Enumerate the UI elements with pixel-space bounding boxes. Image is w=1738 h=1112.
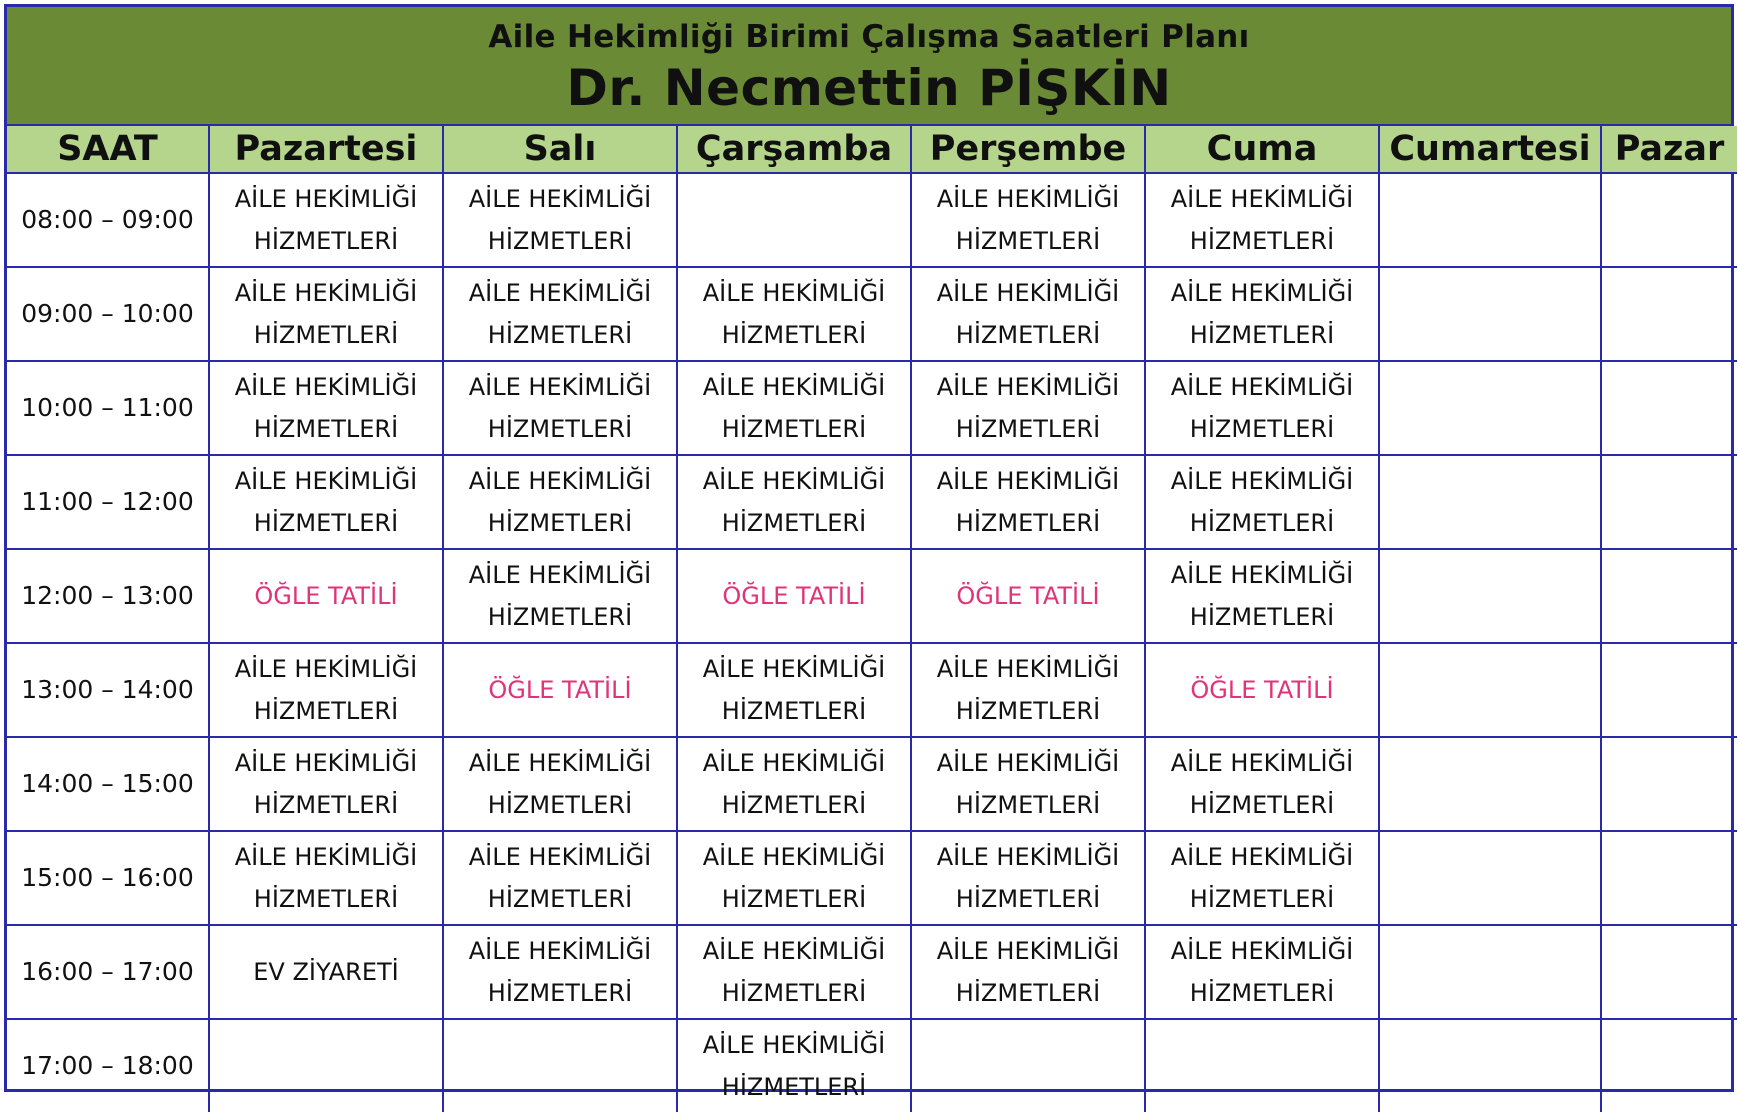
table-row	[7, 549, 1737, 643]
cell-text: AİLE HEKİMLİĞİ HİZMETLERİ	[234, 185, 418, 255]
cell-cumartesi	[1379, 549, 1601, 643]
cell-cuma	[1145, 549, 1379, 643]
cell-sali	[443, 549, 677, 643]
cell-text: AİLE HEKİMLİĞİ HİZMETLERİ	[702, 467, 886, 537]
cell-pazartesi	[209, 549, 443, 643]
cell-sali	[443, 831, 677, 925]
cell-sali	[443, 1019, 677, 1112]
cell-pazartesi	[209, 737, 443, 831]
cell-persembe	[911, 361, 1145, 455]
cell-carsamba	[677, 549, 911, 643]
time-slot: 09:00 – 10:00	[7, 267, 209, 361]
cell-carsamba	[677, 1019, 911, 1112]
cell-text: AİLE HEKİMLİĞİ HİZMETLERİ	[234, 843, 418, 913]
cell-text: AİLE HEKİMLİĞİ HİZMETLERİ	[468, 937, 652, 1007]
cell-text: AİLE HEKİMLİĞİ HİZMETLERİ	[468, 373, 652, 443]
cell-pazar	[1601, 173, 1737, 267]
cell-cumartesi	[1379, 455, 1601, 549]
cell-cuma	[1145, 455, 1379, 549]
cell-cumartesi	[1379, 925, 1601, 1019]
cell-sali	[443, 361, 677, 455]
cell-pazar	[1601, 455, 1737, 549]
cell-text: AİLE HEKİMLİĞİ HİZMETLERİ	[936, 467, 1120, 537]
cell-text: AİLE HEKİMLİĞİ HİZMETLERİ	[1170, 749, 1354, 819]
header-pazartesi: Pazartesi	[209, 126, 443, 173]
header-pazar: Pazar	[1601, 126, 1737, 173]
cell-pazar	[1601, 267, 1737, 361]
cell-pazartesi	[209, 267, 443, 361]
cell-text: ÖĞLE TATİLİ	[254, 582, 398, 610]
header-row	[7, 126, 1737, 173]
cell-text: AİLE HEKİMLİĞİ HİZMETLERİ	[468, 843, 652, 913]
cell-text: ÖĞLE TATİLİ	[1190, 676, 1334, 704]
cell-text: AİLE HEKİMLİĞİ HİZMETLERİ	[468, 561, 652, 631]
cell-text: AİLE HEKİMLİĞİ HİZMETLERİ	[936, 843, 1120, 913]
time-slot: 17:00 – 18:00	[7, 1019, 209, 1112]
cell-text: ÖĞLE TATİLİ	[956, 582, 1100, 610]
cell-text: AİLE HEKİMLİĞİ HİZMETLERİ	[1170, 843, 1354, 913]
cell-carsamba	[677, 737, 911, 831]
cell-text: AİLE HEKİMLİĞİ HİZMETLERİ	[1170, 561, 1354, 631]
cell-text: AİLE HEKİMLİĞİ HİZMETLERİ	[234, 279, 418, 349]
cell-cuma	[1145, 831, 1379, 925]
cell-cuma	[1145, 361, 1379, 455]
schedule-sheet	[4, 4, 1734, 1101]
cell-cuma	[1145, 737, 1379, 831]
cell-cumartesi	[1379, 737, 1601, 831]
header-cuma: Cuma	[1145, 126, 1379, 173]
cell-pazartesi	[209, 925, 443, 1019]
cell-text: ÖĞLE TATİLİ	[722, 582, 866, 610]
cell-cumartesi	[1379, 173, 1601, 267]
schedule-body	[7, 173, 1737, 1112]
cell-pazartesi	[209, 643, 443, 737]
table-row	[7, 925, 1737, 1019]
table-row	[7, 1019, 1737, 1112]
cell-pazar	[1601, 831, 1737, 925]
cell-text: AİLE HEKİMLİĞİ HİZMETLERİ	[936, 373, 1120, 443]
cell-text: AİLE HEKİMLİĞİ HİZMETLERİ	[936, 185, 1120, 255]
cell-carsamba	[677, 267, 911, 361]
doctor-name: Dr. Necmettin PİŞKİN	[566, 59, 1172, 117]
cell-text: AİLE HEKİMLİĞİ HİZMETLERİ	[936, 655, 1120, 725]
cell-text: AİLE HEKİMLİĞİ HİZMETLERİ	[468, 467, 652, 537]
cell-pazartesi	[209, 361, 443, 455]
cell-sali	[443, 173, 677, 267]
cell-pazartesi	[209, 831, 443, 925]
cell-carsamba	[677, 925, 911, 1019]
time-slot: 16:00 – 17:00	[7, 925, 209, 1019]
time-slot: 11:00 – 12:00	[7, 455, 209, 549]
cell-carsamba	[677, 643, 911, 737]
cell-persembe	[911, 549, 1145, 643]
table-row	[7, 643, 1737, 737]
cell-pazar	[1601, 925, 1737, 1019]
cell-text: AİLE HEKİMLİĞİ HİZMETLERİ	[234, 373, 418, 443]
table-row	[7, 737, 1737, 831]
header-saat: SAAT	[7, 126, 209, 173]
cell-text: AİLE HEKİMLİĞİ HİZMETLERİ	[936, 749, 1120, 819]
time-slot: 14:00 – 15:00	[7, 737, 209, 831]
cell-text: AİLE HEKİMLİĞİ HİZMETLERİ	[702, 843, 886, 913]
cell-text: AİLE HEKİMLİĞİ HİZMETLERİ	[468, 185, 652, 255]
cell-text: AİLE HEKİMLİĞİ HİZMETLERİ	[1170, 279, 1354, 349]
cell-pazar	[1601, 737, 1737, 831]
cell-text: AİLE HEKİMLİĞİ HİZMETLERİ	[702, 279, 886, 349]
cell-carsamba	[677, 361, 911, 455]
cell-text: AİLE HEKİMLİĞİ HİZMETLERİ	[702, 373, 886, 443]
cell-sali	[443, 267, 677, 361]
table-row	[7, 831, 1737, 925]
cell-text: AİLE HEKİMLİĞİ HİZMETLERİ	[468, 749, 652, 819]
cell-cumartesi	[1379, 1019, 1601, 1112]
table-row	[7, 173, 1737, 267]
cell-pazar	[1601, 643, 1737, 737]
cell-sali	[443, 737, 677, 831]
cell-persembe	[911, 831, 1145, 925]
cell-cumartesi	[1379, 267, 1601, 361]
cell-cuma	[1145, 1019, 1379, 1112]
cell-pazar	[1601, 549, 1737, 643]
cell-cuma	[1145, 643, 1379, 737]
cell-text: AİLE HEKİMLİĞİ HİZMETLERİ	[468, 279, 652, 349]
cell-text: AİLE HEKİMLİĞİ HİZMETLERİ	[234, 749, 418, 819]
cell-text: AİLE HEKİMLİĞİ HİZMETLERİ	[1170, 373, 1354, 443]
cell-sali	[443, 455, 677, 549]
time-slot: 10:00 – 11:00	[7, 361, 209, 455]
cell-cuma	[1145, 267, 1379, 361]
cell-text: AİLE HEKİMLİĞİ HİZMETLERİ	[702, 749, 886, 819]
header-cumartesi: Cumartesi	[1379, 126, 1601, 173]
cell-text: AİLE HEKİMLİĞİ HİZMETLERİ	[702, 937, 886, 1007]
cell-pazartesi	[209, 173, 443, 267]
header-sali: Salı	[443, 126, 677, 173]
schedule-table	[7, 126, 1737, 1112]
cell-persembe	[911, 1019, 1145, 1112]
cell-carsamba	[677, 173, 911, 267]
title-block	[7, 7, 1731, 126]
cell-text: ÖĞLE TATİLİ	[488, 676, 632, 704]
cell-text: AİLE HEKİMLİĞİ HİZMETLERİ	[936, 279, 1120, 349]
cell-persembe	[911, 737, 1145, 831]
cell-cumartesi	[1379, 361, 1601, 455]
cell-cuma	[1145, 925, 1379, 1019]
cell-text: EV ZİYARETİ	[253, 958, 399, 986]
time-slot: 12:00 – 13:00	[7, 549, 209, 643]
time-slot: 15:00 – 16:00	[7, 831, 209, 925]
cell-carsamba	[677, 455, 911, 549]
cell-text: AİLE HEKİMLİĞİ HİZMETLERİ	[702, 655, 886, 725]
cell-text: AİLE HEKİMLİĞİ HİZMETLERİ	[234, 467, 418, 537]
cell-sali	[443, 925, 677, 1019]
cell-text: AİLE HEKİMLİĞİ HİZMETLERİ	[1170, 937, 1354, 1007]
cell-pazar	[1601, 361, 1737, 455]
document-title: Aile Hekimliği Birimi Çalışma Saatleri Planı	[488, 19, 1250, 55]
table-row	[7, 267, 1737, 361]
cell-text: AİLE HEKİMLİĞİ HİZMETLERİ	[234, 655, 418, 725]
header-persembe: Perşembe	[911, 126, 1145, 173]
cell-persembe	[911, 267, 1145, 361]
cell-cuma	[1145, 173, 1379, 267]
cell-text: AİLE HEKİMLİĞİ HİZMETLERİ	[1170, 467, 1354, 537]
cell-text: AİLE HEKİMLİĞİ HİZMETLERİ	[1170, 185, 1354, 255]
cell-carsamba	[677, 831, 911, 925]
cell-persembe	[911, 925, 1145, 1019]
cell-pazartesi	[209, 455, 443, 549]
cell-pazar	[1601, 1019, 1737, 1112]
time-slot: 13:00 – 14:00	[7, 643, 209, 737]
cell-pazartesi	[209, 1019, 443, 1112]
time-slot: 08:00 – 09:00	[7, 173, 209, 267]
cell-text: AİLE HEKİMLİĞİ HİZMETLERİ	[936, 937, 1120, 1007]
cell-persembe	[911, 455, 1145, 549]
cell-cumartesi	[1379, 643, 1601, 737]
cell-persembe	[911, 643, 1145, 737]
cell-persembe	[911, 173, 1145, 267]
table-row	[7, 455, 1737, 549]
cell-sali	[443, 643, 677, 737]
header-carsamba: Çarşamba	[677, 126, 911, 173]
table-row	[7, 361, 1737, 455]
cell-cumartesi	[1379, 831, 1601, 925]
cell-text: AİLE HEKİMLİĞİ HİZMETLERİ	[702, 1031, 886, 1101]
